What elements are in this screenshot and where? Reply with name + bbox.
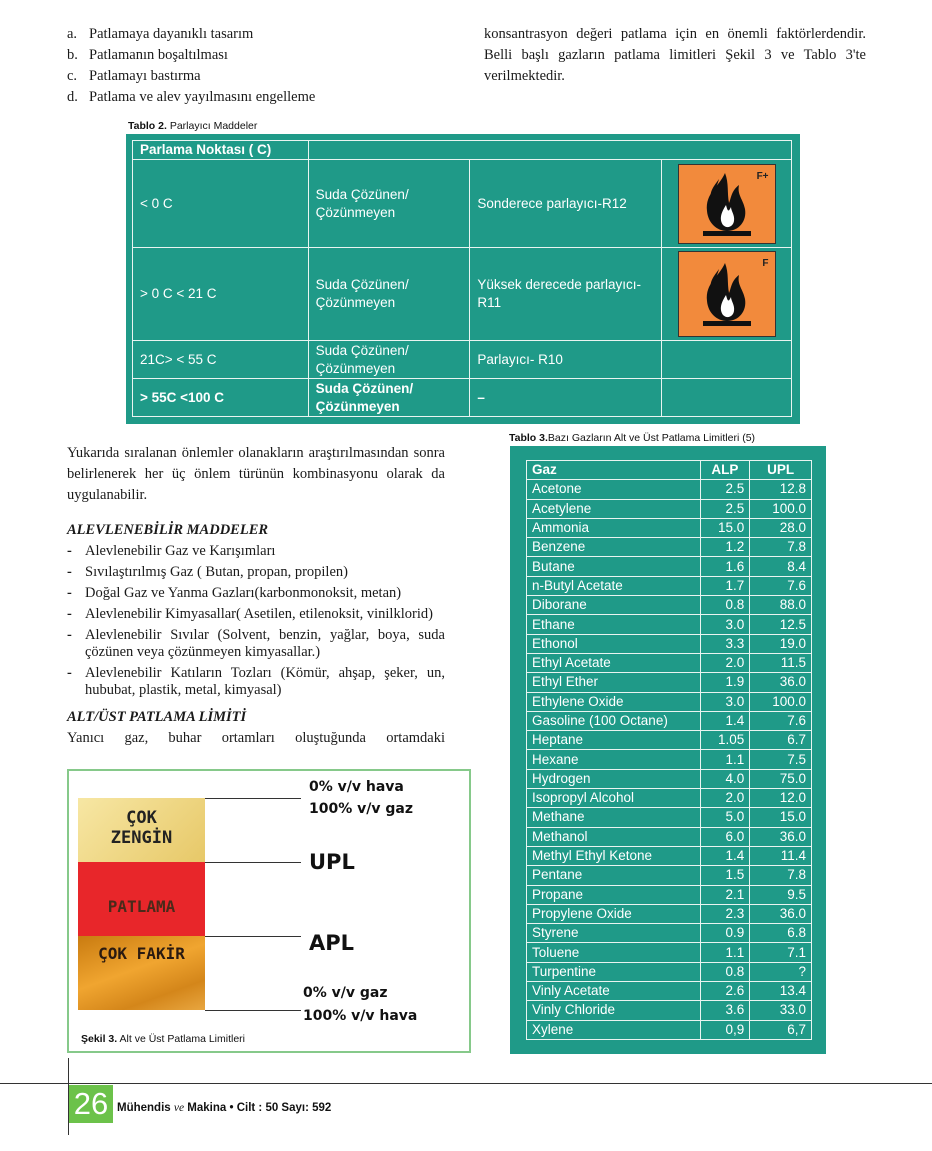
table-row <box>527 885 812 904</box>
gas-name: Hydrogen <box>527 769 701 788</box>
gas-name: Turpentine <box>527 962 701 981</box>
table-row <box>527 673 812 692</box>
table-row <box>527 653 812 672</box>
table-row <box>527 692 812 711</box>
table-row <box>527 866 812 885</box>
table3-grid <box>526 460 812 1040</box>
gas-name: Ammonia <box>527 518 701 537</box>
upl-value: 7.8 <box>750 866 812 885</box>
figure3-caption: Şekil 3. Alt ve Üst Patlama Limitleri <box>81 1033 245 1045</box>
table-row <box>527 557 812 576</box>
gas-name: Ethyl Ether <box>527 673 701 692</box>
alp-value: 2.0 <box>700 789 750 808</box>
upl-value: 6,7 <box>750 1020 812 1039</box>
flame-hazard-icon: F <box>678 251 776 337</box>
gas-name: Acetylene <box>527 499 701 518</box>
upl-value: 36.0 <box>750 673 812 692</box>
upl-value: 36.0 <box>750 827 812 846</box>
gas-name: Methyl Ethyl Ketone <box>527 846 701 865</box>
upl-value: 7.1 <box>750 943 812 962</box>
top-right-paragraph: konsantrasyon değeri patlama için en önemli faktörlerdendir. Belli başlı gazların patlama limitleri Şekil 3 ve Tablo 3'te verilmektedir. <box>484 26 866 84</box>
table-row <box>527 1001 812 1020</box>
upl-value: 12.5 <box>750 615 812 634</box>
alp-value: 2.5 <box>700 499 750 518</box>
alp-value: 4.0 <box>700 769 750 788</box>
upl-value: 15.0 <box>750 808 812 827</box>
alp-value: 3.3 <box>700 634 750 653</box>
list-item: - Alevlenebilir Kimyasallar( Asetilen, etilenoksit, vinilklorid) <box>67 606 433 622</box>
upl-value: 75.0 <box>750 769 812 788</box>
upl-value: 8.4 <box>750 557 812 576</box>
list-item: d. Patlama ve alev yayılmasını engelleme <box>67 89 316 105</box>
table-row <box>527 982 812 1001</box>
alp-value: 2.1 <box>700 885 750 904</box>
alp-value: 1.05 <box>700 731 750 750</box>
table-row <box>527 827 812 846</box>
table-row <box>527 538 812 557</box>
upl-value: 12.8 <box>750 480 812 499</box>
alp-value: 2.6 <box>700 982 750 1001</box>
upl-value: 7.6 <box>750 711 812 730</box>
list-item: - Doğal Gaz ve Yanma Gazları(karbonmonoksit, metan) <box>67 585 402 601</box>
gas-name: Methane <box>527 808 701 827</box>
alp-value: 1.9 <box>700 673 750 692</box>
flame-icon <box>679 252 775 336</box>
gas-name: Vinly Acetate <box>527 982 701 1001</box>
table-row <box>527 499 812 518</box>
table-row <box>527 731 812 750</box>
upl-value: 100.0 <box>750 499 812 518</box>
alp-value: 1.1 <box>700 750 750 769</box>
table2-grid <box>132 140 792 417</box>
upl-value: 6.8 <box>750 924 812 943</box>
table-row <box>527 518 812 537</box>
alp-value: 1.1 <box>700 943 750 962</box>
table3-gas-explosion-limits <box>510 446 826 1054</box>
list-item: - Alevlenebilir Sıvılar (Solvent, benzin, yağlar, boya, suda çözünen veya çözünmeyen kimyasallar.) <box>67 627 445 660</box>
table-row <box>527 615 812 634</box>
footer-rule <box>0 1083 932 1084</box>
table-row <box>527 596 812 615</box>
page-number: 26 <box>69 1085 113 1123</box>
gas-name: Pentane <box>527 866 701 885</box>
alp-value: 3.0 <box>700 615 750 634</box>
alp-value: 1.7 <box>700 576 750 595</box>
gas-name: Styrene <box>527 924 701 943</box>
table3-caption: Tablo 3.Bazı Gazların Alt ve Üst Patlama Limitleri (5) <box>509 432 756 444</box>
alp-value: 3.6 <box>700 1001 750 1020</box>
list-item: b. Patlamanın boşaltılması <box>67 47 228 63</box>
band-explosive: PATLAMA <box>78 862 205 936</box>
divider <box>205 936 301 937</box>
alp-value: 6.0 <box>700 827 750 846</box>
gas-name: Toluene <box>527 943 701 962</box>
gas-name: Acetone <box>527 480 701 499</box>
flame-hazard-icon: F+ <box>678 164 776 244</box>
gas-name: Ethonol <box>527 634 701 653</box>
upl-value: 7.5 <box>750 750 812 769</box>
band-rich: ÇOK ZENGİN <box>78 798 205 862</box>
list-item: a. Patlamaya dayanıklı tasarım <box>67 26 254 42</box>
upl-value: 7.8 <box>750 538 812 557</box>
table-row <box>527 576 812 595</box>
table-row <box>527 711 812 730</box>
journal-footer: Mühendis ve Makina • Cilt : 50 Sayı: 592 <box>117 1102 332 1114</box>
gas-name: Hexane <box>527 750 701 769</box>
table3-header-row: Gaz ALP UPL <box>527 461 812 480</box>
alp-value: 15.0 <box>700 518 750 537</box>
alp-value: 1.5 <box>700 866 750 885</box>
table-row <box>527 634 812 653</box>
gas-name: Isopropyl Alcohol <box>527 789 701 808</box>
upl-value: 100.0 <box>750 692 812 711</box>
table-row <box>527 750 812 769</box>
gas-name: Propylene Oxide <box>527 904 701 923</box>
alp-value: 2.3 <box>700 904 750 923</box>
upl-value: 36.0 <box>750 904 812 923</box>
table-row <box>527 904 812 923</box>
table-row <box>527 846 812 865</box>
table-row <box>527 924 812 943</box>
list-item: - Alevlenebilir Gaz ve Karışımları <box>67 543 276 559</box>
table2-caption: Tablo 2. Parlayıcı Maddeler <box>128 120 258 132</box>
alp-value: 0.8 <box>700 962 750 981</box>
upl-value: 88.0 <box>750 596 812 615</box>
gas-name: Benzene <box>527 538 701 557</box>
table2-header: Parlama Noktası ( C) <box>133 141 309 160</box>
divider <box>205 1010 301 1011</box>
alp-value: 3.0 <box>700 692 750 711</box>
table2-flammable-materials <box>126 134 800 424</box>
upl-value: 12.0 <box>750 789 812 808</box>
gas-name: Ethylene Oxide <box>527 692 701 711</box>
alp-value: 1.2 <box>700 538 750 557</box>
table-row: 21C> < 55 C Suda Çözünen/ Çözünmeyen Parlayıcı- R10 <box>133 341 792 379</box>
table-row <box>527 789 812 808</box>
table-row: > 0 C < 21 C Suda Çözünen/ Çözünmeyen Yüksek derecede parlayıcı- R11 F <box>133 248 792 341</box>
upl-value: 6.7 <box>750 731 812 750</box>
table-row <box>527 1020 812 1039</box>
upl-value: 7.6 <box>750 576 812 595</box>
upl-value: 33.0 <box>750 1001 812 1020</box>
table-row <box>527 962 812 981</box>
table-row <box>527 943 812 962</box>
section-heading: ALEVLENEBİLİR MADDELER <box>67 522 269 538</box>
gas-name: Butane <box>527 557 701 576</box>
alp-value: 2.0 <box>700 653 750 672</box>
body-text-column: Yukarıda sıralanan önlemler olanakların araştırılmasından sonra belirlenerek her üç önlem türünün kombinasyonu olarak da uygulanabilir. ALEVLENEBİLİR MADDELER - Alevlenebilir Gaz ve Karışımları - Sıvılaştırılmış Gaz ( Butan, propan, propilen) - Doğal Gaz ve Yanma Gazları(karbonmonoksit, metan) - Alevlenebilir Kimyasallar( Asetilen, etilenoksit, vinilklorid) - Alevlenebilir Sıvılar (Solvent, benzin, yağlar, boya, suda çözünen veya çözünmeyen kimyasallar.) - Alevlenebilir Katıların Tozları (Kömür, ahşap, şeker, un, hububat, plastik, metal, kimyasal) ALT/ÜST PATLAMA LİMİTİ Yanıcı gaz, buhar ortamları oluştuğunda ortamdaki <box>67 445 445 746</box>
upl-value: 11.4 <box>750 846 812 865</box>
divider <box>205 862 301 863</box>
list-item: - Alevlenebilir Katıların Tozları (Kömür, ahşap, şeker, un, hububat, plastik, metal, kimyasal) <box>67 665 445 698</box>
table-row: < 0 C Suda Çözünen/ Çözünmeyen Sonderece parlayıcı-R12 F+ <box>133 160 792 248</box>
alp-value: 1.4 <box>700 711 750 730</box>
gas-name: Methanol <box>527 827 701 846</box>
alp-value: 1.4 <box>700 846 750 865</box>
gas-name: Heptane <box>527 731 701 750</box>
figure3-explosion-limits: ÇOK ZENGİN PATLAMA ÇOK FAKİR 0% v/v hava 100% v/v gaz UPL APL 0% v/v gaz 100% v/v hava Şekil 3. Alt ve Üst Patlama Limitleri <box>67 769 471 1053</box>
list-item: c. Patlamayı bastırma <box>67 68 201 84</box>
table-row <box>527 769 812 788</box>
upl-value: 28.0 <box>750 518 812 537</box>
alp-value: 2.5 <box>700 480 750 499</box>
gas-name: Xylene <box>527 1020 701 1039</box>
gas-name: Ethyl Acetate <box>527 653 701 672</box>
alp-value: 0.9 <box>700 924 750 943</box>
gas-name: n-Butyl Acetate <box>527 576 701 595</box>
band-lean: ÇOK FAKİR <box>78 936 205 1010</box>
upl-value: 13.4 <box>750 982 812 1001</box>
gas-name: Gasoline (100 Octane) <box>527 711 701 730</box>
upl-value: 11.5 <box>750 653 812 672</box>
upl-value: ? <box>750 962 812 981</box>
list-item: - Sıvılaştırılmış Gaz ( Butan, propan, propilen) <box>67 564 348 580</box>
table2-header-row <box>133 141 792 160</box>
alp-value: 0.8 <box>700 596 750 615</box>
gas-name: Vinly Chloride <box>527 1001 701 1020</box>
table-row: > 55C <100 C Suda Çözünen/ Çözünmeyen – <box>133 379 792 417</box>
divider <box>205 798 301 799</box>
table-row <box>527 808 812 827</box>
upl-value: 19.0 <box>750 634 812 653</box>
alp-value: 5.0 <box>700 808 750 827</box>
table-row <box>527 480 812 499</box>
gas-name: Propane <box>527 885 701 904</box>
alp-value: 1.6 <box>700 557 750 576</box>
upl-value: 9.5 <box>750 885 812 904</box>
gas-name: Diborane <box>527 596 701 615</box>
section-heading: ALT/ÜST PATLAMA LİMİTİ <box>67 709 247 725</box>
top-list <box>67 24 467 108</box>
gas-name: Ethane <box>527 615 701 634</box>
alp-value: 0,9 <box>700 1020 750 1039</box>
